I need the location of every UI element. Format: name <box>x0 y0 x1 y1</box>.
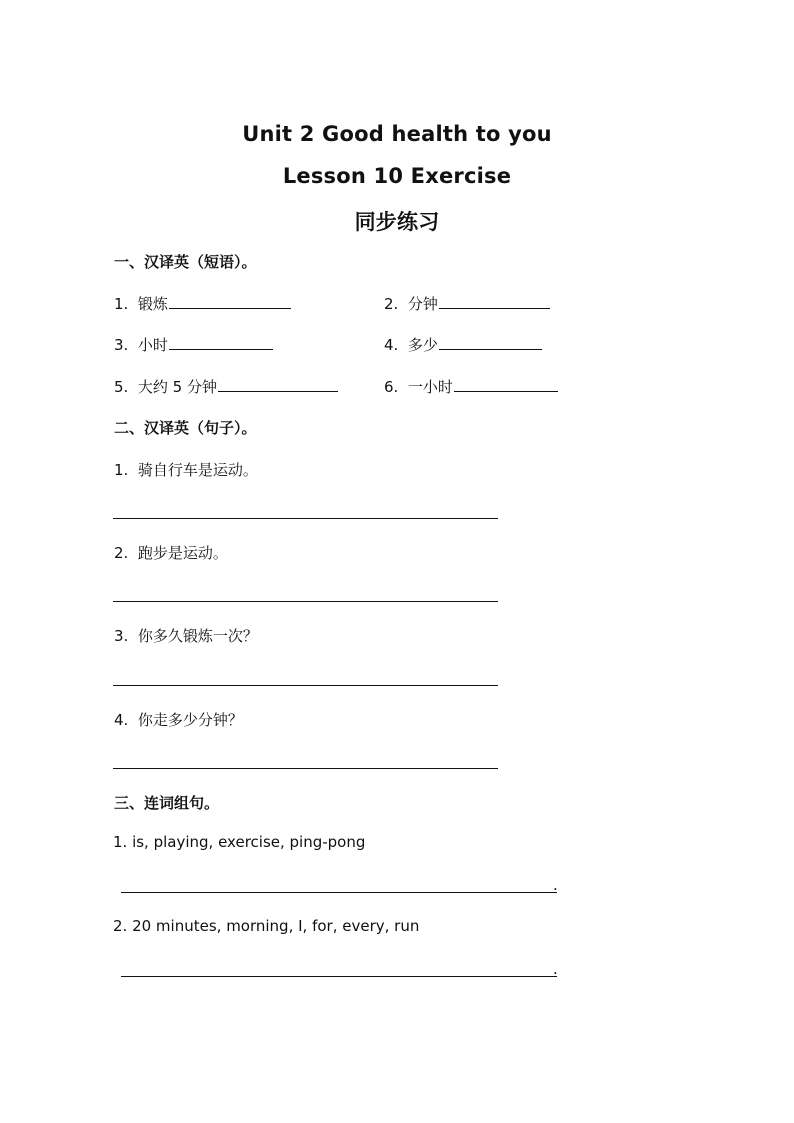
answer-line[interactable] <box>113 601 498 602</box>
answer-blank[interactable] <box>439 293 550 309</box>
answer-blank[interactable] <box>439 334 542 350</box>
period-mark: . <box>553 960 558 978</box>
subtitle: 同步练习 <box>354 210 440 234</box>
section-3-title: 三、连词组句。 <box>114 794 220 812</box>
phrase-item-5: 5. 大约 5 分钟 <box>114 376 338 397</box>
phrase-item-2: 2. 分钟 <box>384 293 550 314</box>
phrase-item-4: 4. 多少 <box>384 334 542 355</box>
word-order-item-2: 2. 20 minutes, morning, I, for, every, run <box>113 917 420 935</box>
sentence-item-4: 4. 你走多少分钟？ <box>114 711 243 729</box>
phrase-item-6: 6. 一小时 <box>384 376 558 397</box>
answer-blank[interactable] <box>218 376 338 392</box>
answer-blank[interactable] <box>454 376 558 392</box>
sentence-item-3: 3. 你多久锻炼一次？ <box>114 627 258 645</box>
word-order-item-1: 1. is, playing, exercise, ping-pong <box>113 833 366 851</box>
sentence-item-2: 2. 跑步是运动。 <box>114 544 228 562</box>
answer-line[interactable] <box>113 518 498 519</box>
period-mark: . <box>553 876 558 894</box>
answer-line[interactable] <box>121 892 557 893</box>
answer-blank[interactable] <box>169 293 291 309</box>
sentence-item-1: 1. 骑自行车是运动。 <box>114 461 258 479</box>
answer-line[interactable] <box>113 768 498 769</box>
phrase-item-3: 3. 小时 <box>114 334 273 355</box>
answer-line[interactable] <box>121 976 557 977</box>
lesson-title: Lesson 10 Exercise <box>282 164 512 188</box>
unit-title: Unit 2 Good health to you <box>242 122 552 146</box>
answer-line[interactable] <box>113 685 498 686</box>
section-1-title: 一、汉译英（短语）。 <box>114 253 257 271</box>
section-2-title: 二、汉译英（句子）。 <box>114 419 257 437</box>
answer-blank[interactable] <box>169 334 273 350</box>
phrase-item-1: 1. 锻炼 <box>114 293 291 314</box>
